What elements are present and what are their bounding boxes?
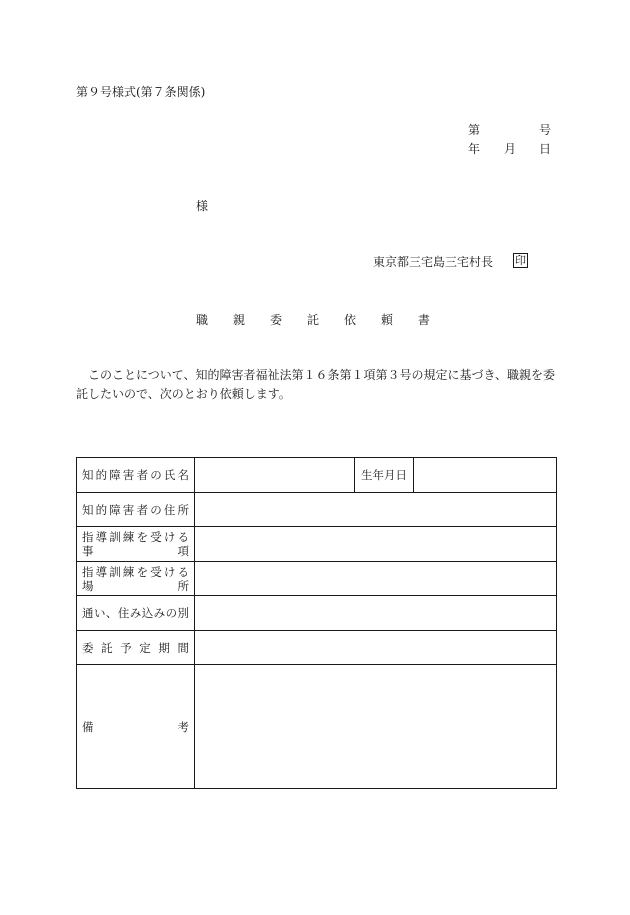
label-char: 練 bbox=[122, 530, 135, 544]
label-char: 受 bbox=[150, 564, 162, 579]
request-form-table bbox=[76, 457, 557, 789]
document-number-prefix: 第 bbox=[468, 123, 481, 137]
label-char: 考 bbox=[177, 719, 189, 734]
label-char: 害 bbox=[122, 502, 135, 517]
label-char: み bbox=[129, 606, 142, 620]
label-char: 障 bbox=[109, 468, 121, 482]
table-row bbox=[77, 458, 557, 493]
label-char: み bbox=[153, 606, 166, 620]
address-value-cell[interactable] bbox=[195, 493, 557, 527]
seal-mark: 印 bbox=[515, 254, 526, 267]
remarks-value-cell[interactable] bbox=[195, 665, 557, 789]
label-char: 練 bbox=[122, 564, 135, 579]
body-paragraph bbox=[76, 366, 556, 404]
label-char: 的 bbox=[95, 468, 108, 482]
label-char: 予 bbox=[120, 640, 132, 655]
label-char: 的 bbox=[95, 502, 108, 517]
label-char: 備 bbox=[82, 719, 94, 734]
residence-type-value-cell[interactable] bbox=[195, 596, 557, 631]
form-number: 第９号様式(第７条関係) bbox=[76, 85, 206, 99]
table-row bbox=[77, 562, 557, 596]
label-char: る bbox=[177, 530, 189, 544]
label-char: 導 bbox=[95, 564, 108, 579]
label-char: 定 bbox=[139, 640, 151, 655]
label-char: 込 bbox=[141, 606, 154, 620]
title-char: 書 bbox=[417, 313, 430, 327]
label-char: 間 bbox=[177, 640, 189, 655]
training-place-value-cell[interactable] bbox=[195, 562, 557, 596]
label-training-matter bbox=[77, 527, 195, 562]
label-char: 住 bbox=[163, 502, 176, 517]
title-char: 依 bbox=[343, 313, 356, 327]
table-row bbox=[77, 527, 557, 562]
label-birthdate: 生年月日 bbox=[355, 458, 414, 493]
document-title bbox=[196, 314, 430, 326]
table-row bbox=[77, 631, 557, 665]
title-char: 頼 bbox=[380, 313, 393, 327]
label-char: 者 bbox=[136, 502, 149, 517]
label-char: 害 bbox=[122, 468, 135, 482]
label-entrust-period bbox=[77, 631, 195, 665]
label-char: 項 bbox=[177, 544, 189, 558]
addressee-honorific: 様 bbox=[196, 199, 209, 213]
label-char: る bbox=[177, 564, 189, 579]
label-char: け bbox=[163, 530, 176, 544]
label-char: の bbox=[165, 606, 178, 620]
entrust-period-value-cell[interactable] bbox=[195, 631, 557, 665]
label-char: 訓 bbox=[109, 530, 121, 544]
label-name bbox=[77, 458, 195, 493]
title-char: 委 bbox=[269, 313, 282, 327]
name-value-cell[interactable] bbox=[195, 458, 355, 493]
title-char: 託 bbox=[306, 313, 319, 327]
table-row bbox=[77, 665, 557, 789]
label-char: 訓 bbox=[109, 564, 121, 579]
label-char: 、 bbox=[105, 606, 118, 620]
label-char: い bbox=[93, 606, 106, 620]
label-char: 別 bbox=[177, 606, 189, 620]
date-day-label: 日 bbox=[539, 142, 552, 156]
label-char: 者 bbox=[136, 468, 149, 482]
label-char: 知 bbox=[82, 468, 94, 482]
table-row bbox=[77, 493, 557, 527]
body-line: このことについて、知的障害者福祉法第１６条第１項第３号の規定に基づき、職親を委 bbox=[88, 368, 556, 382]
birthdate-value-cell[interactable] bbox=[414, 458, 557, 493]
label-char: 通 bbox=[82, 606, 94, 620]
label-char: 期 bbox=[158, 640, 170, 655]
label-char: 事 bbox=[82, 544, 94, 558]
label-char: を bbox=[136, 530, 149, 544]
label-char: 所 bbox=[177, 502, 189, 517]
label-char: 場 bbox=[82, 578, 94, 593]
document-number-suffix: 号 bbox=[539, 123, 552, 137]
label-char: 知 bbox=[82, 502, 94, 517]
label-char: 導 bbox=[95, 530, 108, 544]
label-char: を bbox=[136, 564, 149, 579]
label-residence-type bbox=[77, 596, 195, 631]
label-char: け bbox=[163, 564, 176, 579]
label-char: の bbox=[150, 502, 162, 517]
label-char: 名 bbox=[177, 468, 189, 482]
label-char: 委 bbox=[82, 640, 94, 655]
label-char: 指 bbox=[82, 564, 94, 579]
training-matter-value-cell[interactable] bbox=[195, 527, 557, 562]
date-year-label: 年 bbox=[468, 142, 481, 156]
label-char: 障 bbox=[109, 502, 121, 517]
label-char: 託 bbox=[101, 640, 113, 655]
title-char: 親 bbox=[232, 313, 245, 327]
label-remarks bbox=[77, 665, 195, 789]
label-char: 住 bbox=[117, 606, 130, 620]
label-char: 受 bbox=[150, 530, 162, 544]
label-training-place bbox=[77, 562, 195, 596]
label-char: 指 bbox=[82, 530, 94, 544]
label-char: 所 bbox=[177, 578, 189, 593]
label-char: 氏 bbox=[163, 468, 176, 482]
table-row bbox=[77, 596, 557, 631]
label-address bbox=[77, 493, 195, 527]
body-line: 託したいので、次のとおり依頼します。 bbox=[76, 387, 291, 401]
label-char: の bbox=[150, 468, 162, 482]
issuer-name: 東京都三宅島三宅村長 bbox=[373, 255, 494, 269]
title-char: 職 bbox=[196, 313, 209, 327]
date-month-label: 月 bbox=[504, 142, 517, 156]
